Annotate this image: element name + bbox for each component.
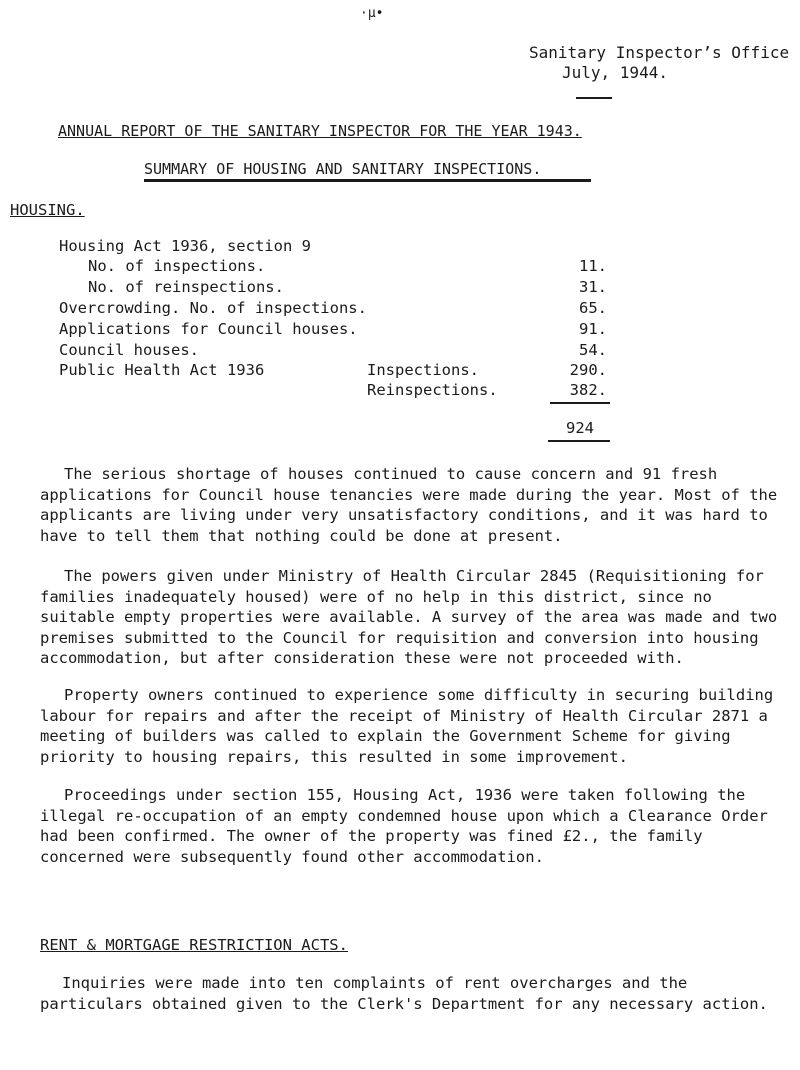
paragraph-repairs: Property owners continued to experience some difficulty in securing building labour for repairs and after the receipt of Ministry of Health Circular 2871 a meeting of builders was called to explain the Government Scheme for giving priority to housing repairs, this resulted in some improvement. [40,686,774,766]
table-row-label: No. of reinspections. [88,278,284,296]
sum-rule [550,402,610,404]
table-row-label: Public Health Act 1936 [59,361,265,379]
total-rule [548,440,610,442]
housing-heading: HOUSING. [10,201,85,219]
housing-total: 924 [566,419,594,437]
table-row-label: Council houses. [59,341,199,359]
table-row-value: 65. [579,299,607,317]
summary-underline [144,179,591,182]
office-name: Sanitary Inspector’s Office [529,43,790,62]
header-divider [576,97,612,99]
table-row-label: No. of inspections. [88,257,266,275]
report-date: July, 1944. [562,63,668,82]
table-row-value: 31. [579,278,607,296]
rent-heading: RENT & MORTGAGE RESTRICTION ACTS. [40,936,348,954]
table-row-value: 11. [579,257,607,275]
report-title: ANNUAL REPORT OF THE SANITARY INSPECTOR FOR THE YEAR 1943. [58,122,582,140]
table-row-value: 382. [569,381,607,399]
page-mark: ·µ• [360,6,384,21]
paragraph-requisitioning: The powers given under Ministry of Health Circular 2845 (Requisitioning for families inadequately housed) were of no help in this district, since no suitable empty properties were available. A survey of the area was made and two premises submitted to the Council for requisition and conversion into housing accommodation, but after consideration these were not proceeded with. [40,567,778,667]
table-row-label: Housing Act 1936, section 9 [59,237,311,255]
summary-title: SUMMARY OF HOUSING AND SANITARY INSPECTIONS. [144,160,542,178]
table-row-label: Applications for Council houses. [59,320,358,338]
paragraph-shortage: The serious shortage of houses continued to cause concern and 91 fresh applications for Council house tenancies were made during the year. Most of the applicants are living under very unsatisfactory conditions, and it was hard to have to tell them that nothing could be done at present. [40,465,778,545]
table-row-sublabel: Reinspections. [367,381,498,399]
table-row-sublabel: Inspections. [367,361,479,379]
table-row-label: Overcrowding. No. of inspections. [59,299,367,317]
table-row-value: 54. [579,341,607,359]
table-row-value: 290. [569,361,607,379]
paragraph-rent: Inquiries were made into ten complaints of rent overcharges and the particulars obtained given to the Clerk's Department for any necessary action. [40,974,768,1013]
paragraph-proceedings: Proceedings under section 155, Housing Act, 1936 were taken following the illegal re-occupation of an empty condemned house upon which a Clearance Order had been confirmed. The owner of the property was fined £2., the family concerned were subsequently found other accommodation. [40,786,768,866]
table-row-value: 91. [579,320,607,338]
